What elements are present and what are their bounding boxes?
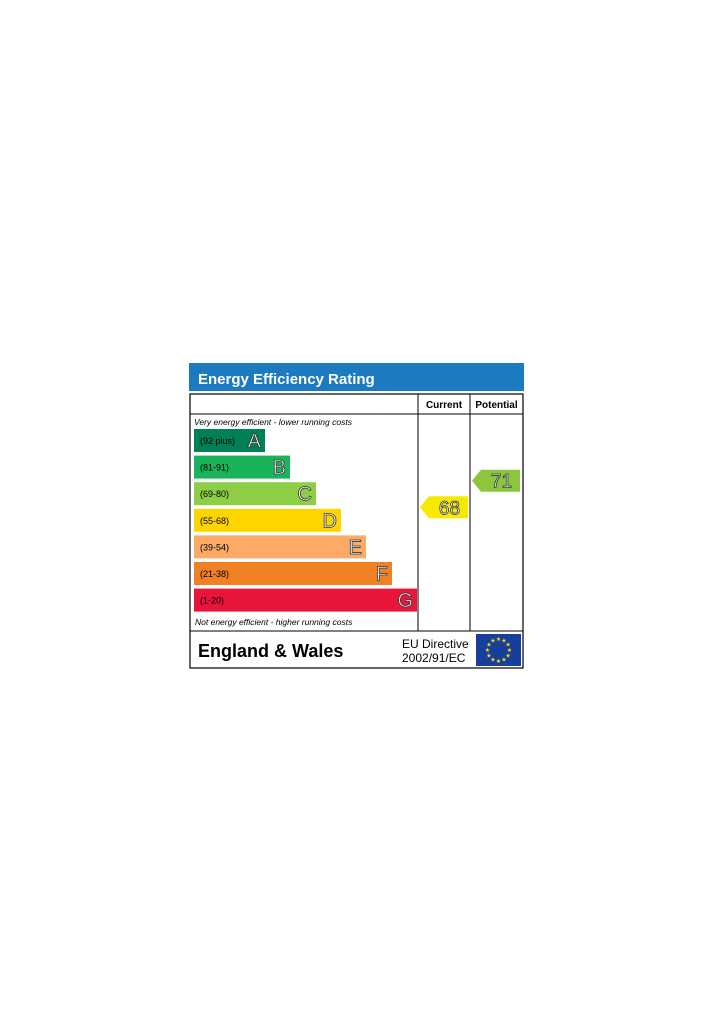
bottom-note: Not energy efficient - higher running costs — [195, 617, 353, 627]
current-rating-value: 68 — [438, 498, 461, 520]
eu-star: ★ — [495, 636, 502, 644]
band-letter-g: G — [397, 590, 413, 613]
band-letter-c: C — [297, 483, 312, 506]
band-letter-e: E — [348, 536, 362, 559]
band-letter-a: A — [247, 430, 261, 453]
eu-star: ★ — [505, 641, 511, 649]
directive-line2: 2002/91/EC — [402, 651, 466, 665]
eu-star: ★ — [506, 647, 513, 655]
band-letter-d: D — [322, 510, 337, 533]
band-range-f: (21-38) — [200, 569, 230, 579]
eu-star: ★ — [486, 641, 492, 649]
band-letter-b: B — [272, 457, 286, 480]
epc-svg — [189, 363, 524, 669]
eu-star: ★ — [501, 656, 507, 664]
potential-column-header: Potential — [475, 400, 518, 411]
eu-star: ★ — [490, 656, 496, 664]
potential-rating-value: 71 — [490, 471, 513, 493]
eu-star: ★ — [501, 637, 507, 645]
band-range-d: (55-68) — [200, 515, 230, 526]
band-letter-f: F — [375, 563, 388, 586]
band-range-g: (1-20) — [200, 595, 225, 606]
top-note: Very energy efficient - lower running costs — [194, 417, 352, 427]
eu-star: ★ — [505, 652, 511, 660]
eu-star: ★ — [486, 652, 492, 660]
band-range-c: (69-80) — [200, 489, 230, 500]
current-column-header: Current — [425, 400, 463, 411]
eu-star: ★ — [495, 658, 502, 666]
energy-efficiency-chart — [189, 363, 524, 669]
directive-line1: EU Directive — [402, 637, 469, 651]
region-label: England & Wales — [198, 641, 344, 661]
band-range-b: (81-91) — [200, 462, 230, 473]
band-range-e: (39-54) — [200, 542, 230, 553]
band-range-a: (92 plus) — [200, 436, 236, 446]
band-bar-g — [194, 589, 417, 612]
chart-title: Energy Efficiency Rating — [198, 371, 375, 388]
eu-star: ★ — [490, 637, 496, 645]
rating-bands — [194, 429, 417, 612]
eu-star: ★ — [484, 647, 491, 655]
